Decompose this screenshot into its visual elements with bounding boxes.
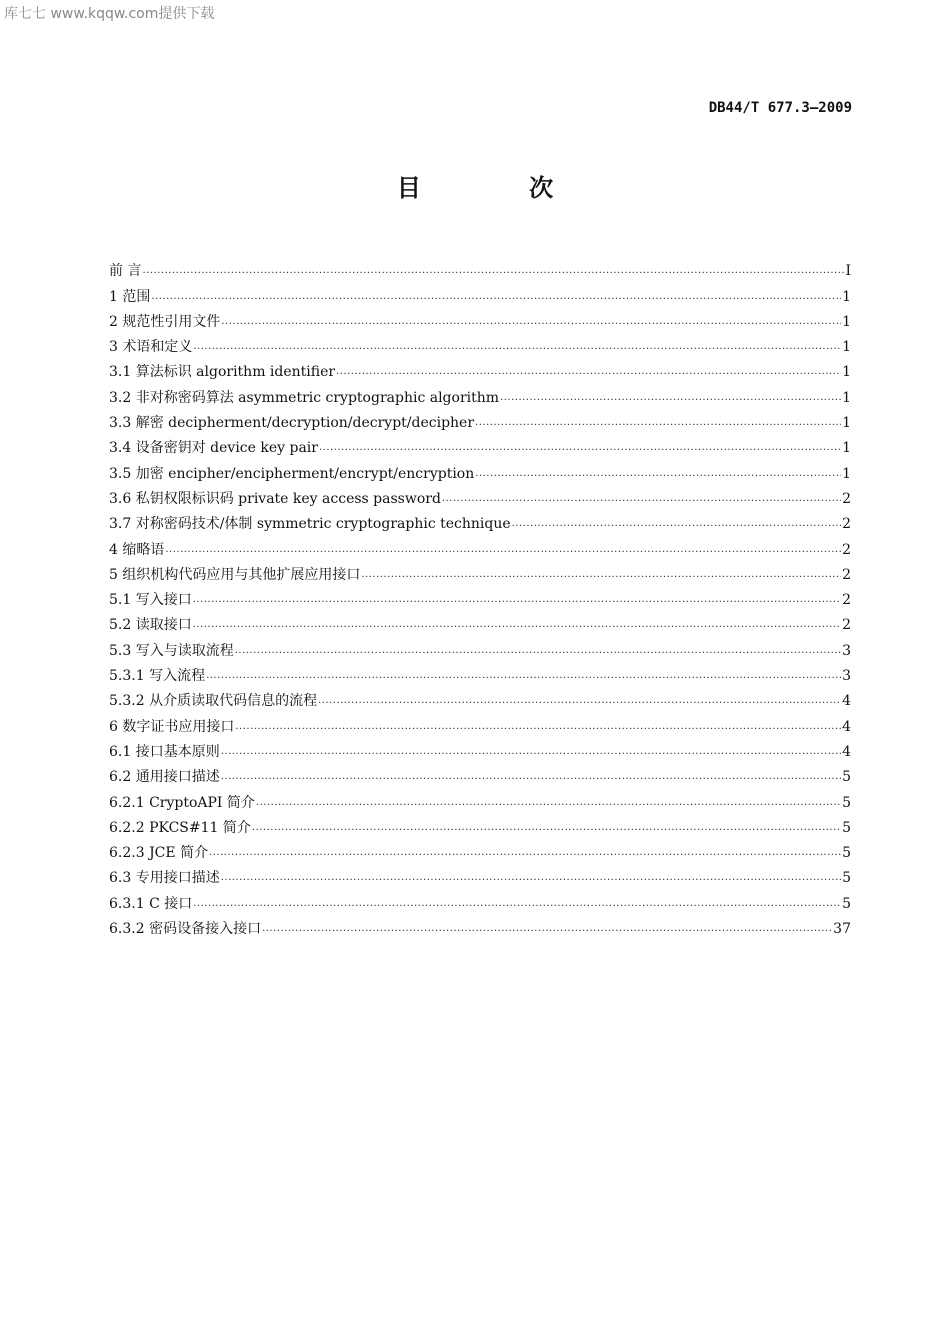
- toc-entry[interactable]: [109, 584, 851, 609]
- toc-entry-label: 前 言: [109, 263, 142, 280]
- toc-leader-dots: [361, 566, 841, 584]
- toc-entry-page: 2: [842, 516, 851, 533]
- toc-entry-label: 5.2 读取接口: [109, 617, 192, 634]
- toc-entry-label: 3.3 解密 decipherment/decryption/decrypt/decipher: [109, 415, 475, 432]
- toc-leader-dots: [512, 515, 841, 533]
- toc-entry-label: 6.3 专用接口描述: [109, 870, 220, 887]
- toc-entry[interactable]: [109, 331, 851, 356]
- toc-leader-dots: [256, 794, 841, 812]
- toc-leader-dots: [252, 819, 841, 837]
- toc-entry[interactable]: [109, 457, 851, 482]
- toc-entry[interactable]: [109, 255, 851, 280]
- toc-leader-dots: [475, 414, 841, 432]
- toc-entry-label: 6.2.3 JCE 简介: [109, 845, 209, 862]
- toc-entry-page: 5: [842, 845, 851, 862]
- toc-leader-dots: [221, 313, 841, 331]
- toc-leader-dots: [475, 465, 841, 483]
- toc-entry-page: 1: [842, 288, 851, 305]
- toc-entry-label: 5.3 写入与读取流程: [109, 642, 234, 659]
- toc-entry[interactable]: [109, 862, 851, 887]
- toc-entry[interactable]: [109, 710, 851, 735]
- toc-entry-label: 5.1 写入接口: [109, 592, 192, 609]
- toc-leader-dots: [193, 338, 841, 356]
- toc-entry[interactable]: [109, 356, 851, 381]
- toc-leader-dots: [262, 920, 832, 938]
- toc-leader-dots: [206, 667, 841, 685]
- toc-entry-page: 4: [842, 718, 851, 735]
- toc-leader-dots: [142, 262, 844, 280]
- toc-entry[interactable]: [109, 533, 851, 558]
- toc-entry[interactable]: [109, 483, 851, 508]
- toc-leader-dots: [235, 718, 841, 736]
- toc-entry[interactable]: [109, 407, 851, 432]
- toc-entry[interactable]: [109, 812, 851, 837]
- toc-entry-label: 3.5 加密 encipher/encipherment/encrypt/encryption: [109, 465, 475, 482]
- toc-entry-label: 6.3.1 C 接口: [109, 895, 193, 912]
- toc-entry-page: 4: [842, 743, 851, 760]
- toc-entry[interactable]: [109, 913, 851, 938]
- toc-entry[interactable]: [109, 761, 851, 786]
- toc-entry-label: 6.2.2 PKCS#11 简介: [109, 819, 251, 836]
- toc-entry-page: 2: [842, 592, 851, 609]
- toc-entry-label: 5 组织机构代码应用与其他扩展应用接口: [109, 566, 361, 583]
- page-title: 目 次: [396, 174, 604, 202]
- toc-leader-dots: [500, 389, 841, 407]
- toc-entry-page: I: [845, 263, 851, 280]
- toc-entry-page: 4: [842, 693, 851, 710]
- toc-entry-page: 2: [842, 617, 851, 634]
- toc-entry-label: 6 数字证书应用接口: [109, 718, 235, 735]
- toc-entry[interactable]: [109, 736, 851, 761]
- toc-entry-label: 5.3.2 从介质读取代码信息的流程: [109, 693, 318, 710]
- toc-entry[interactable]: [109, 559, 851, 584]
- toc-entry-label: 6.2.1 CryptoAPI 简介: [109, 794, 255, 811]
- toc-entry-page: 2: [842, 541, 851, 558]
- toc-entry-page: 5: [842, 870, 851, 887]
- toc-leader-dots: [193, 616, 841, 634]
- toc-entry[interactable]: [109, 280, 851, 305]
- toc-entry[interactable]: [109, 306, 851, 331]
- toc-leader-dots: [336, 363, 841, 381]
- toc-leader-dots: [221, 869, 841, 887]
- toc-entry-page: 1: [842, 364, 851, 381]
- toc-entry-page: 5: [842, 819, 851, 836]
- toc-entry[interactable]: [109, 432, 851, 457]
- toc-entry[interactable]: [109, 837, 851, 862]
- toc-entry-label: 6.2 通用接口描述: [109, 769, 220, 786]
- toc-leader-dots: [318, 692, 841, 710]
- toc-entry-page: 1: [842, 415, 851, 432]
- toc-entry-page: 5: [842, 769, 851, 786]
- toc-leader-dots: [221, 768, 841, 786]
- toc-entry-label: 3.1 算法标识 algorithm identifier: [109, 364, 336, 381]
- toc-leader-dots: [209, 844, 841, 862]
- toc-entry[interactable]: [109, 660, 851, 685]
- toc-entry-label: 3.2 非对称密码算法 asymmetric cryptographic algorithm: [109, 389, 500, 406]
- toc-leader-dots: [193, 591, 841, 609]
- toc-entry-label: 3 术语和定义: [109, 339, 193, 356]
- toc-entry-page: 1: [842, 465, 851, 482]
- toc-entry[interactable]: [109, 381, 851, 406]
- toc-entry[interactable]: [109, 634, 851, 659]
- toc-leader-dots: [165, 541, 841, 559]
- toc-entry-page: 5: [842, 895, 851, 912]
- toc-entry-page: 37: [833, 921, 851, 938]
- toc-entry-page: 3: [842, 642, 851, 659]
- toc-entry-label: 1 范围: [109, 288, 151, 305]
- toc-entry-page: 1: [842, 313, 851, 330]
- standard-code: DB44/T 677.3—2009: [708, 100, 852, 116]
- watermark-text: 库七七 www.kqqw.com提供下载: [4, 6, 215, 22]
- toc-leader-dots: [319, 439, 841, 457]
- toc-entry-page: 3: [842, 668, 851, 685]
- toc-leader-dots: [221, 743, 841, 761]
- toc-entry-label: 2 规范性引用文件: [109, 313, 221, 330]
- toc-entry-label: 3.7 对称密码技术/体制 symmetric cryptographic technique: [109, 516, 511, 533]
- toc-leader-dots: [193, 895, 841, 913]
- toc-entry[interactable]: [109, 887, 851, 912]
- toc-entry-page: 1: [842, 389, 851, 406]
- toc-entry-page: 2: [842, 490, 851, 507]
- toc-entry-page: 5: [842, 794, 851, 811]
- toc-entry-label: 3.4 设备密钥对 device key pair: [109, 440, 318, 457]
- toc-leader-dots: [151, 288, 841, 306]
- toc-entry-page: 1: [842, 339, 851, 356]
- toc-entry[interactable]: [109, 508, 851, 533]
- toc-entry[interactable]: [109, 786, 851, 811]
- toc-entry-label: 6.3.2 密码设备接入接口: [109, 921, 262, 938]
- toc-leader-dots: [442, 490, 841, 508]
- toc-leader-dots: [235, 642, 841, 660]
- toc-entry-label: 6.1 接口基本原则: [109, 743, 220, 760]
- toc-entry-page: 2: [842, 566, 851, 583]
- toc-entry-label: 4 缩略语: [109, 541, 165, 558]
- toc-entry[interactable]: [109, 685, 851, 710]
- toc-entry-label: 3.6 私钥权限标识码 private key access password: [109, 490, 441, 507]
- toc-entry-label: 5.3.1 写入流程: [109, 668, 206, 685]
- table-of-contents: [109, 255, 851, 938]
- toc-entry[interactable]: [109, 609, 851, 634]
- toc-entry-page: 1: [842, 440, 851, 457]
